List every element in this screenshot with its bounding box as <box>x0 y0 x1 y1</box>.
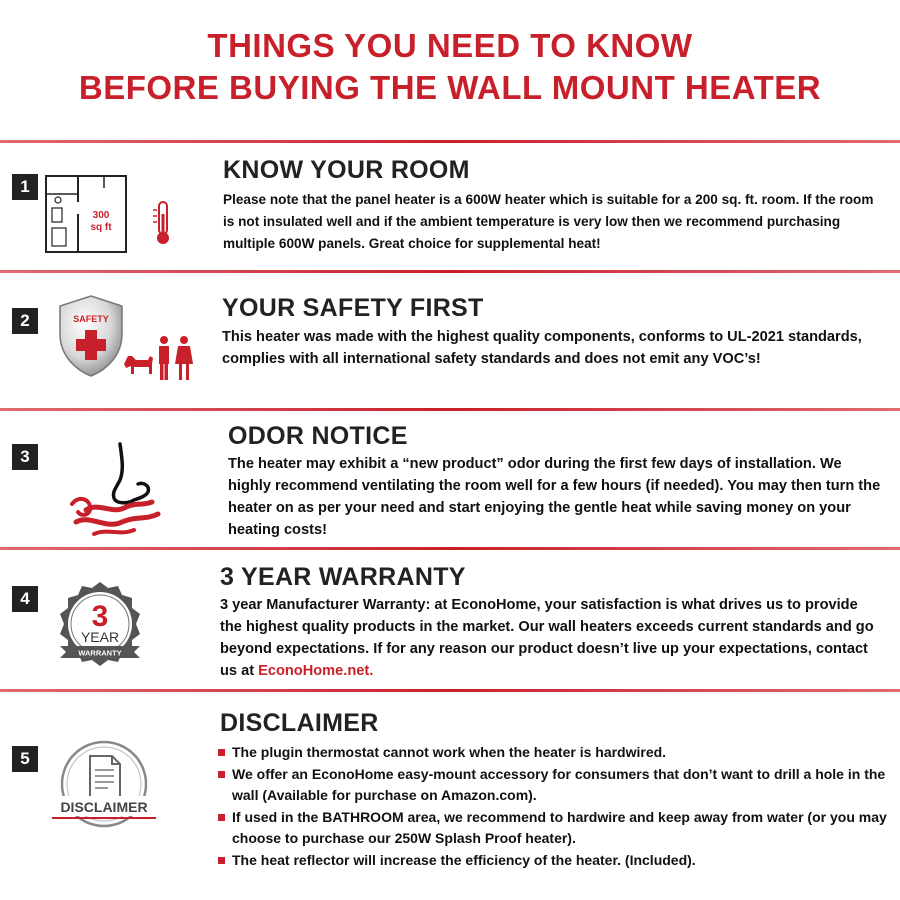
section-heading: 3 YEAR WARRANTY <box>220 563 466 591</box>
section-body <box>220 594 880 682</box>
list-item: The heat reflector will increase the efficiency of the heater. (Included). <box>218 850 888 872</box>
section-body: Please note that the panel heater is a 600W heater which is suitable for a 200 sq. ft. room. If the room is not insulated well and if the ambient temperature is very low then we recommend purchasing multiple 600W panels. Great choice for supplemental heat! <box>223 192 874 251</box>
nose-odor-icon <box>68 440 168 540</box>
list-item: We offer an EconoHome easy-mount accessory for consumers that don’t want to drill a hole in the wall (Available for purchase on Amazon.com). <box>218 764 888 807</box>
disclaimer-list <box>218 742 888 871</box>
section-body: This heater was made with the highest quality components, conforms to UL-2021 standards, complies with all international safety standards and does not emit any VOC’s! <box>222 329 862 367</box>
divider <box>0 270 900 273</box>
divider <box>0 689 900 692</box>
divider <box>0 140 900 143</box>
page-title-line-1: THINGS YOU NEED TO KNOW <box>207 27 693 64</box>
section-heading: ODOR NOTICE <box>228 422 408 450</box>
section-body: The heater may exhibit a “new product” odor during the first few days of installation. We highly recommend ventilating the room well for a few hours (if needed). You may then turn the heater on as per your need and start enjoying the gentle heat while saving money on your heating costs! <box>228 456 881 538</box>
section-number: 5 <box>12 746 38 772</box>
safety-shield-icon <box>56 294 126 378</box>
disclaimer-document-icon <box>52 738 162 836</box>
section-number: 1 <box>12 174 38 200</box>
section-heading: DISCLAIMER <box>220 709 379 737</box>
warranty-year-label: YEAR <box>80 629 120 645</box>
warranty-years: 3 <box>91 600 109 633</box>
divider <box>0 408 900 411</box>
disclaimer-label: DISCLAIMER <box>60 799 148 815</box>
econohome-link[interactable]: EconoHome.net. <box>258 663 374 679</box>
safety-label: SAFETY <box>73 314 109 324</box>
family-and-pet-icon <box>122 334 200 382</box>
room-floorplan-icon <box>44 172 139 254</box>
warranty-ribbon-label: WARRANTY <box>78 648 122 658</box>
warranty-badge-icon <box>54 580 146 672</box>
room-size-unit: sq ft <box>90 222 112 233</box>
section-heading: YOUR SAFETY FIRST <box>222 294 484 322</box>
list-item: The plugin thermostat cannot work when the heater is hardwired. <box>218 742 888 764</box>
room-size-number: 300 <box>92 210 110 221</box>
section-number: 3 <box>12 444 38 470</box>
thermometer-icon <box>150 200 176 246</box>
section-number: 2 <box>12 308 38 334</box>
warranty-text: 3 year Manufacturer Warranty: at EconoHome, your satisfaction is what drives us to provide the highest quality products in the market. Our wall heaters exceeds current standards and go beyond expectations. If for any reason our product doesn’t live up your expectations, contact us at <box>220 597 874 679</box>
divider <box>0 547 900 550</box>
section-number: 4 <box>12 586 38 612</box>
section-heading: KNOW YOUR ROOM <box>223 156 470 184</box>
list-item: If used in the BATHROOM area, we recommend to hardwire and keep away from water (or you may choose to purchase our 250W Splash Proof heater). <box>218 807 888 850</box>
page-title-line-2: BEFORE BUYING THE WALL MOUNT HEATER <box>78 69 822 106</box>
